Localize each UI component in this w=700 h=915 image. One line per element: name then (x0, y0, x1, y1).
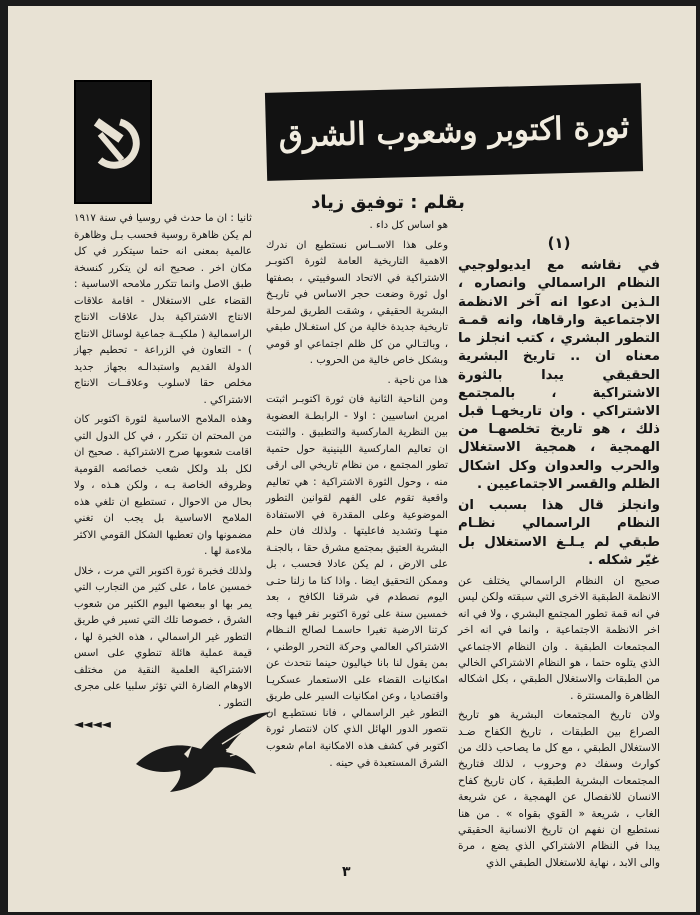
article-title: ثورة اكتوبر وشعوب الشرق (278, 109, 630, 155)
body-paragraph: هو اساس كل داء . (369, 220, 448, 231)
text-column-middle (266, 218, 448, 858)
body-paragraph: ومن الناحية الثانية فان ثورة اكتوبـر اثبتت امرين اساسيين : اولا - الرابطـة العضوية بين النظرية الماركسية والتطبيق . والثبتت ان تعاليم الماركسية اللينينية حول حتمية تطور المجتمع ، من نظام تاريخي الى ارقى منه ، وحول الثورة الاشتراكية : هي تعاليم واقعية تقوم على الفهم لقوانين التطور الموضوعية وعلى المقدرة في الاستفادة منهـا وتشديد فاعليتها . ولذلك فان حلم البشرية العتيق بمجتمع مشرق حقا ، بالجنـة على الارض ، لم يكن عادلا فحسب ، بل وممكن التحقيق ايضا . واذا كنا ما زلنا حتـى اليوم نصطدم في شرقنا الكافح ، بعد خمسين سنة على ثورة اكتوبر نفر فيها وجه كرتنا الارضية تغيرا حاسمـا لصالح النـظام الاشتراكي العالمي وحركة التحرر الوطني ، بمن يقول لنا بانا خياليون حينما نتحدث عن امكانيات القضاء على الاستعمار عسكريـا واقتصاديا ، وعن امكانيات السير على طريق التطور غير الراسمالي ، فانا نستطيـع ان نتصور الدور الهائل الذي كان لانتصار ثورة اكتوبر في كشف هذه الامكانية امام شعوب الشرق المستعبدة في حينه . (266, 394, 448, 769)
text-column-left (74, 211, 252, 732)
lead-paragraph: وانجلز قال هذا بسبب ان النظام الراسمالي نظـام طبقي لم يـلـغ الاستغلال بل غيّر شكله . (458, 498, 660, 568)
body-paragraph: وهذه الملامح الاساسية لثورة اكتوبر كان من المحتم ان تتكرر ، في كل الدول التي اقامت شعوبها صرح الاشتراكية . صحيح ان لكل بلد ولكل شعب خصائصه القومية وظروفه الخاصة بـه ، ولكن هـذه ، ولا بحال من الاحوال ، تستطيع ان تلغي هذه الملامح الاساسية بل يجب ان تغني مضمونها وان تعطيها الشكل القومي الاكثر ملاءمة لها . (74, 414, 252, 558)
body-paragraph: صحيح ان النظام الراسمالي يختلف عن الانظمة الطبقية الاخرى التي سبقته ولكن ليس في انه قمة تطور المجتمع البشري ، ولا في انه اخر الانظمة الاجتماعية ، وانما في انه اخر المجتمعات الطبقية . وان النظام الاجتماعي الذي يتلوه حتما ، هو النظام الاشتراكي الخالي من الطبقات والاستغلال الطبقي ، بكل اشكاله الظاهرة والمستترة . (458, 574, 660, 702)
magazine-page (8, 6, 696, 912)
body-paragraph: ثانيا : ان ما حدث في روسيا في سنة ١٩١٧ لم يكن ظاهرة روسية فحسب بـل وظاهرة عالمية بمعنى انه حتما سيتكرر في كل مكان اخر . صحيح انه لن يتكرر كنسخة طبق الاصل وانما تتكرر ملامحه الاساسية : القضاء على الاستغلال - اقامة علاقات الانتاج الاشتراكية بدل علاقات الانتاج الراسمالية ( ملكيــة جماعية لوسائل الانتاج ) - التعاون في الزراعة - تحطيم جهاز الدولة القديم واستبدالـه بجهاز جديد مخلص حقا لاسلوب وعلاقــات الانتاج الاشتراكي . (74, 213, 252, 406)
body-paragraph: وعلى هذا الاســاس نستطيع ان ندرك الاهمية التاريخية العامة لثورة اكتوبـر الاشتراكية في الاتحاد السوفييتي ، بصفتها اول ثورة وضعت حجر الاساس في تاريـخ البشرية الحقيقي ، وشقت الطريق لمرحلة تاريخية جديدة خالية من كل استغـلال طبقي ، وبالتـالي من كل ظلم اجتماعي او قومي وبشكل خاص خالية من الحروب . (266, 239, 448, 367)
author-byline: بقلم : توفيق زياد (311, 192, 465, 213)
continue-arrow: ◄◄◄◄ (74, 717, 111, 732)
article-title-banner (265, 83, 643, 181)
lead-paragraph: في نقاشه مع ايديولوجيي النظام الراسمالي وانصاره ، الـذين ادعوا انه آخر الانظمة الاجتماعية وارقاها، وانه قمـة التطور البشري ، كتب انجلز ما معناه ان .. تاريخ البشرية الحقيقي يبدا بالثورة الاشتراكية ، بالمجتمع الاشتراكي . وان تاريخهـا قبل ذلك ، هو تاريخ تخلصهـا من الهمجية ، همجية الاستغلال والحرب والعدوان وكل اشكال الظلم والقسر الاجتماعيين . (458, 258, 660, 492)
body-paragraph: ولذلك فخبرة ثورة اكتوبر التي مرت ، خلال خمسين عاما ، على كثير من التجارب التي يمر بها او ببعضها اليوم الكثير من شعوب الشرق ، خصوصا تلك التي تسير في طريق التطور غير الراسمالي ، هذه الخبرة لها ، قيمة عملية هائلة تنطوي على اسس الاشتراكية العلمية النقية من مختلف الاوهام الضارة التي تؤثر سلبيا على مجرى التطور . (74, 565, 252, 709)
hammer-sickle-icon (76, 82, 150, 202)
text-column-right (458, 232, 660, 888)
body-paragraph: ولان تاريخ المجتمعات البشرية هو تاريخ الصراع بين الطبقات ، تاريخ الكفاح ضـد الاستغلال الطبقي ، مع كل ما يصاحب ذلك من كوارث وسفك دم وحروب ، لذلك فتاريخ المجتمعات البشرية الطبقية ، كان تاريخ كفاح الانسان للانفصال عن الهمجية ، عن شريعة الغاب ، شريعة « القوي بقواه » . من هنا نستطيع ان نفهم ان تاريخ الانسانية الحقيقي يبدا في النظام الاشتراكي الذي يضع ، مرة والى الابد ، نهاية للاستغلال الطبقي الذي (458, 709, 660, 869)
dove-icon (126, 704, 276, 796)
page-number: ٣ (342, 864, 351, 880)
section-number: (١) (547, 234, 571, 252)
hammer-sickle-emblem (74, 80, 152, 204)
body-paragraph: هذا من ناحية . (387, 374, 448, 386)
